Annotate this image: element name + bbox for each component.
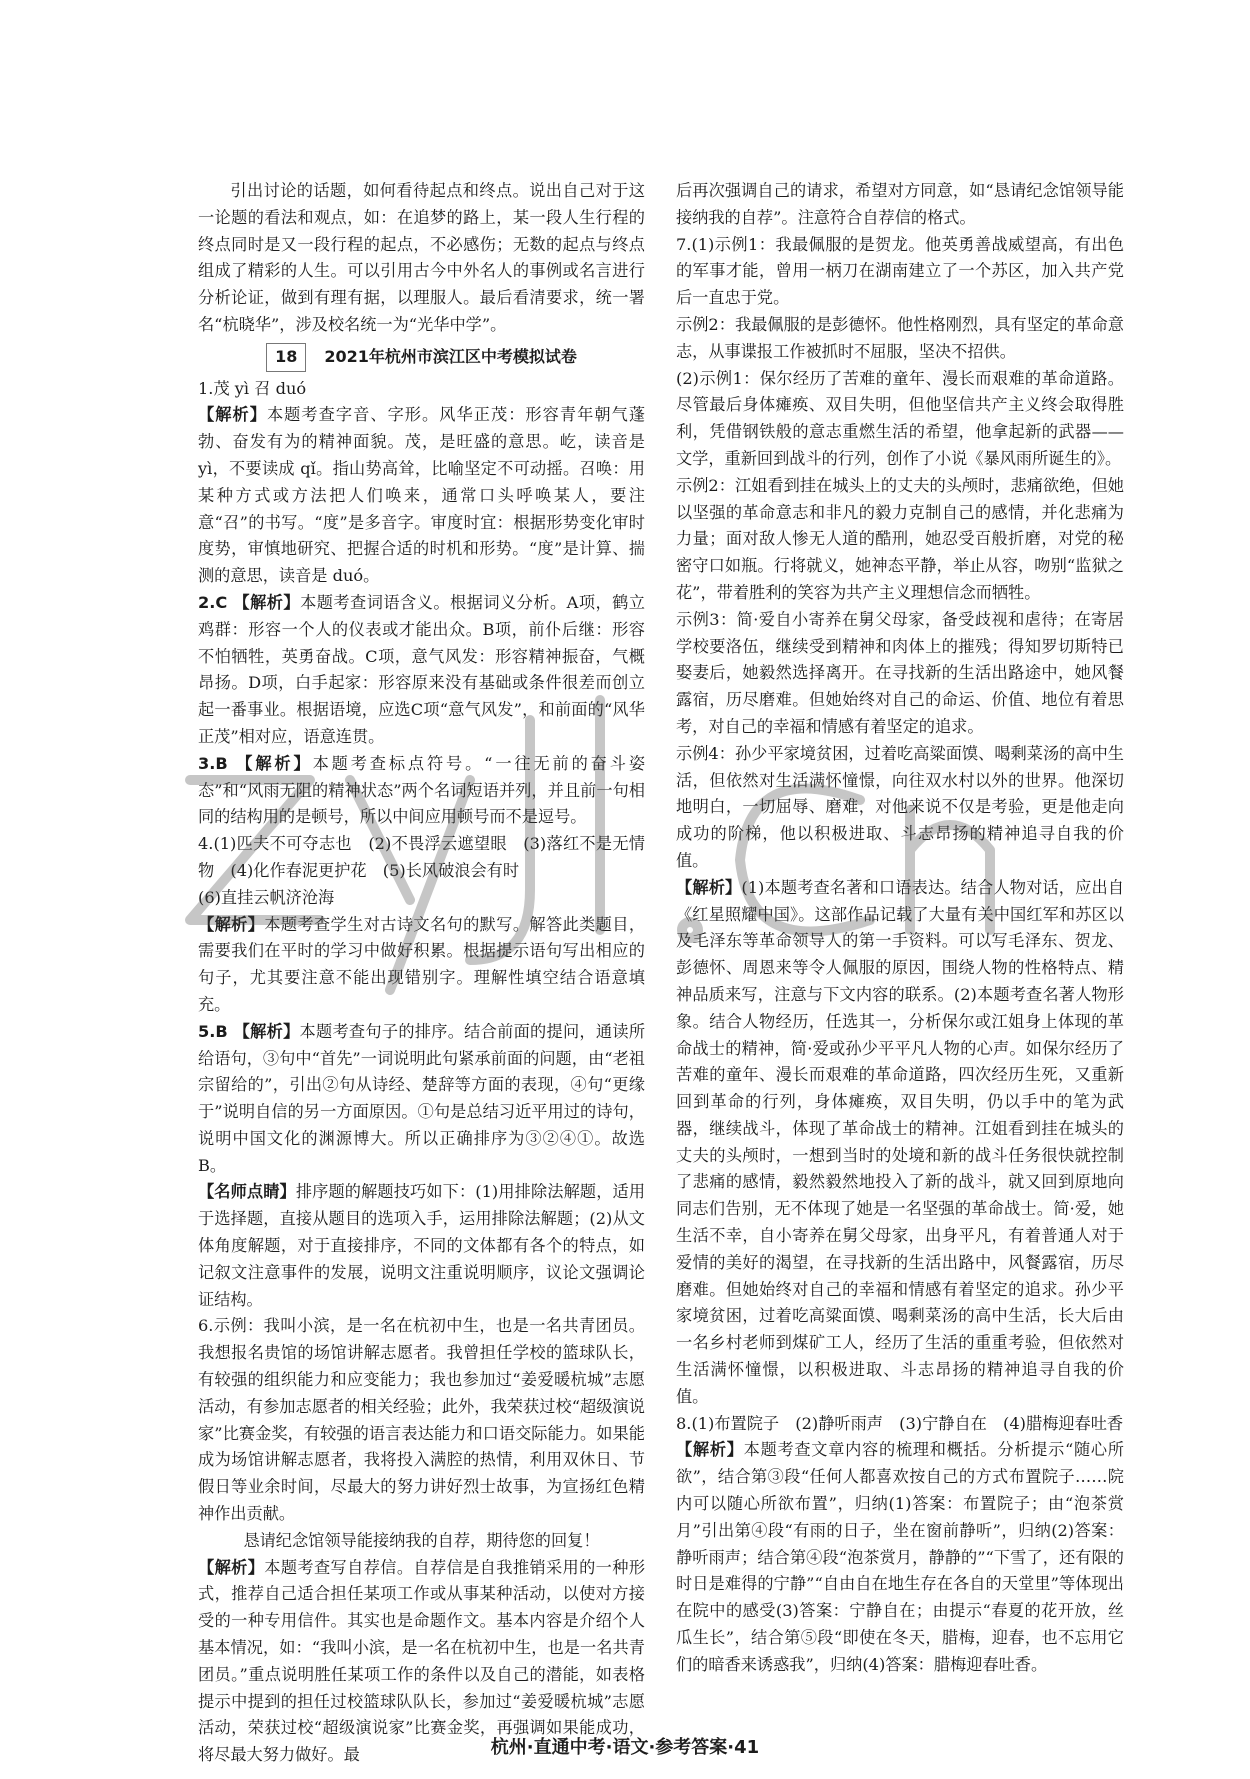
section-heading bbox=[198, 343, 645, 372]
q7-analysis: 【解析】(1)本题考查名著和口语表达。结合人物对话，应出自《红星照耀中国》。这部作品记载了大量有关中国红军和苏区以及毛泽东等革命领导人的第一手资料。可以写毛泽东、贺龙、彭德怀、周恩来等令人佩服的原因，围绕人物的性格特点、精神品质来写，注意与下文内容的联系。(2)本题考查名著人物形象。结合人物经历，任选其一，分析保尔或江姐身上体现的革命战士的精神，简·爱或孙少平平凡人物的心声。如保尔经历了苦难的童年、漫长而艰难的革命道路，四次经历生死，又重新回到革命的行列，身体瘫痪，双目失明，仍以手中的笔为武器，继续战斗，体现了革命战士的精神。江姐看到挂在城头的丈夫的头颅时，一想到当时的处境和新的战斗任务很快就控制了悲痛的感情，毅然毅然地投入了新的战斗，就又回到原地向同志们告别，无不体现了她是一名坚强的革命战士。简·爱，她生活不幸，自小寄养在舅父母家，出身平凡，有着普通人对于爱情的美好的渴望，在寻找新的生活出路中，风餐露宿，历尽磨难。但她始终对自己的幸福和情感有着坚定的追求。孙少平家境贫困，过着吃高粱面馍、喝剩菜汤的高中生活，长大后由一名乡村老师到煤矿工人，经历了生活的重重考验，但依然对生活满怀憧憬，以积极进取、斗志昂扬的精神追寻自我的价值。 bbox=[676, 877, 1125, 1406]
right-column bbox=[676, 178, 1124, 1679]
q8-answer: 8.(1)布置院子 (2)静听雨声 (3)宁静自在 (4)腊梅迎春吐香 bbox=[676, 1413, 1124, 1433]
page-footer: 杭州·直通中考·语文·参考答案·41 bbox=[490, 1737, 760, 1758]
q1-analysis: 【解析】本题考查字音、字形。风华正茂：形容青年朝气蓬勃、奋发有为的精神面貌。茂，是旺盛的意思。屹，读音是yì，不要读成 qǐ。指山势高耸，比喻坚定不可动摇。召唤：用某种方式或方法把人们唤来，通常口头呼唤某人，要注意“召”的书写。“度”是多音字。审度时宜：根据形势变化审时度势，审慎地研究、把握合适的时机和形势。“度”是计算、揣测的意思，读音是 duó。 bbox=[198, 405, 646, 586]
left-column bbox=[198, 178, 645, 1769]
q4-analysis: 【解析】本题考查学生对古诗文名句的默写。解答此类题目，需要我们在平时的学习中做好积累。根据提示语句写出相应的句子，尤其要注意不能出现错别字。理解性填空结合语意填充。 bbox=[198, 914, 646, 1014]
q7-answer-2c: 示例3：简·爱自小寄养在舅父母家，备受歧视和虐待；在寄居学校要洛伍，继续受到精神和肉体上的摧残；得知罗切斯特已娶妻后，她毅然选择离开。在寻找新的生活出路途中，她风餐露宿，历尽磨难。但她始终对自己的命运、价值、地位有着思考，对自己的幸福和情感有着坚定的追求。 bbox=[676, 609, 1124, 736]
section-number: 18 bbox=[266, 343, 306, 372]
q6-analysis: 【解析】本题考查写自荐信。自荐信是自我推销采用的一种形式，推荐自己适合担任某项工作或从事某种活动，以使对方接受的一种专用信件。其实也是命题作文。基本内容是介绍个人基本情况，如：“我叫小滨，是一名在杭初中生，也是一名共青团员。”重点说明胜任某项工作的条件以及自己的潜能，如表格提示中提到的担任过校篮球队队长，参加过“姜爱暖杭城”志愿活动，荣获过校“超级演说家”比赛金奖，再强调如果能成功，将尽最大努力做好。最 bbox=[198, 1557, 646, 1765]
q6-analysis-cont: 后再次强调自己的请求，希望对方同意，如“恳请纪念馆领导能接纳我的自荐”。注意符合自荐信的格式。 bbox=[676, 181, 1124, 227]
q7-answer-1: 7.(1)示例1：我最佩服的是贺龙。他英勇善战威望高，有出色的军事才能，曾用一柄刀在湖南建立了一个苏区，加入共产党后一直忠于党。 bbox=[676, 234, 1124, 308]
q4-answer-cont: (6)直挂云帆济沧海 bbox=[198, 887, 335, 907]
q6-closing: 恳请纪念馆领导能接纳我的自荐，期待您的回复！ bbox=[243, 1530, 600, 1550]
q2-block: 2.C 【解析】本题考查词语含义。根据词义分析。A项，鹤立鸡群：形容一个人的仪表或才能出众。B项，前仆后继：形容不怕牺牲，英勇奋战。C项，意气风发：形容精神振奋，气概昂扬。D项，白手起家：形容原来没有基础或条件很差而创立起一番事业。根据语境，应选C项“意气风发”，和前面的“风华正茂”相对应，语意连贯。 bbox=[198, 592, 645, 746]
q7-answer-1b: 示例2：我最佩服的是彭德怀。他性格刚烈，具有坚定的革命意志，从事谍报工作被抓时不屈服，坚决不招供。 bbox=[676, 314, 1124, 361]
q8-analysis: 【解析】本题考查文章内容的梳理和概括。分析提示“随心所欲”，结合第③段“任何人都喜欢按自己的方式布置院子……院内可以随心所欲布置”，归纳(1)答案：布置院子；由“泡茶赏月”引出第④段“有雨的日子，坐在窗前静听”，归纳(2)答案：静听雨声；结合第④段“泡茶赏月，静静的”“下雪了，还有限的时日是难得的宁静”“自由自在地生存在各自的天堂里”等体现出在院中的感受(3)答案：宁静自在；由提示“春夏的花开放，丝瓜生长”，结合第⑤段“即使在冬天，腊梅，迎春，也不忘用它们的暗香来诱惑我”，归纳(4)答案：腊梅迎春吐香。 bbox=[676, 1440, 1124, 1674]
q7-answer-2b: 示例2：江姐看到挂在城头上的丈夫的头颅时，悲痛欲绝，但她以坚强的革命意志和非凡的毅力克制自己的感情，并化悲痛为力量；面对敌人惨无人道的酷刑，她忍受百般折磨，对党的秘密守口如瓶。行将就义，她神态平静，举止从容，吻别“监狱之花”，带着胜利的笑容为共产主义理想信念而牺牲。 bbox=[676, 475, 1124, 602]
intro-paragraph: 引出讨论的话题，如何看待起点和终点。说出自己对于这一论题的看法和观点，如：在追梦的路上，某一段人生行程的终点同时是又一段行程的起点，不必感伤；无数的起点与终点组成了精彩的人生。可以引用古今中外名人的事例或名言进行分析论证，做到有理有据，以理服人。最后看清要求，统一署名“杭晓华”，涉及校名统一为“光华中学”。 bbox=[198, 181, 645, 334]
q4-answer: 4.(1)匹夫不可夺志也 (2)不畏浮云遮望眼 (3)落红不是无情物 (4)化作春泥更护花 (5)长风破浪会有时 bbox=[198, 834, 645, 880]
q7-answer-2: (2)示例1：保尔经历了苦难的童年、漫长而艰难的革命道路。尽管最后身体瘫痪、双目失明，但他坚信共产主义终会取得胜利，凭借钢铁般的意志重燃生活的希望，他拿起新的武器——文学，重新回到战斗的行列，创作了小说《暴风雨所诞生的》。 bbox=[676, 368, 1124, 468]
section-title: 2021年杭州市滨江区中考模拟试卷 bbox=[324, 346, 577, 366]
tip-block: 【名师点睛】排序题的解题技巧如下：(1)用排除法解题，适用于选择题，直接从题目的选项入手，运用排除法解题；(2)从文体角度解题，对于直接排序，不同的文体都有各个的特点，如记叙文注意事件的发展，说明文注重说明顺序，议论文强调论证结构。 bbox=[198, 1182, 646, 1309]
q1-answer: 1.茂 yì 召 duó bbox=[198, 378, 307, 398]
q3-block: 3.B 【解析】本题考查标点符号。“一往无前的奋斗姿态”和“风雨无阻的精神状态”两个名词短语并列，并且前一句相同的结构用的是顿号，所以中间应用顿号而不是逗号。 bbox=[198, 753, 646, 827]
q5-block: 5.B 【解析】本题考查句子的排序。结合前面的提问，通读所给语句，③句中“首先”一词说明此句紧承前面的问题，由“老祖宗留给的”，引出②句从诗经、楚辞等方面的表现，④句“更缘于”说明自信的另一方面原因。①句是总结习近平用过的诗句，说明中国文化的渊源博大。所以正确排序为③②④①。故选B。 bbox=[198, 1021, 646, 1175]
q6-answer: 6.示例：我叫小滨，是一名在杭初中生，也是一名共青团员。我想报名贵馆的场馆讲解志愿者。我曾担任学校的篮球队长，有较强的组织能力和应变能力；我也参加过“姜爱暖杭城”志愿活动，有参加志愿者的相关经验；此外，我荣获过校“超级演说家”比赛金奖，有较强的语言表达能力和口语交际能力。如果能成为场馆讲解志愿者，我将投入满腔的热情，利用双休日、节假日等业余时间，尽最大的努力讲好烈士故事，为宣扬红色精神作出贡献。 bbox=[198, 1316, 645, 1524]
q7-answer-2d: 示例4：孙少平家境贫困，过着吃高粱面馍、喝剩菜汤的高中生活，但依然对生活满怀憧憬，向往双水村以外的世界。他深切地明白，一切屈辱、磨难，对他来说不仅是考验，更是他走向成功的阶梯，他以积极进取、斗志昂扬的精神追寻自我的价值。 bbox=[676, 743, 1124, 870]
